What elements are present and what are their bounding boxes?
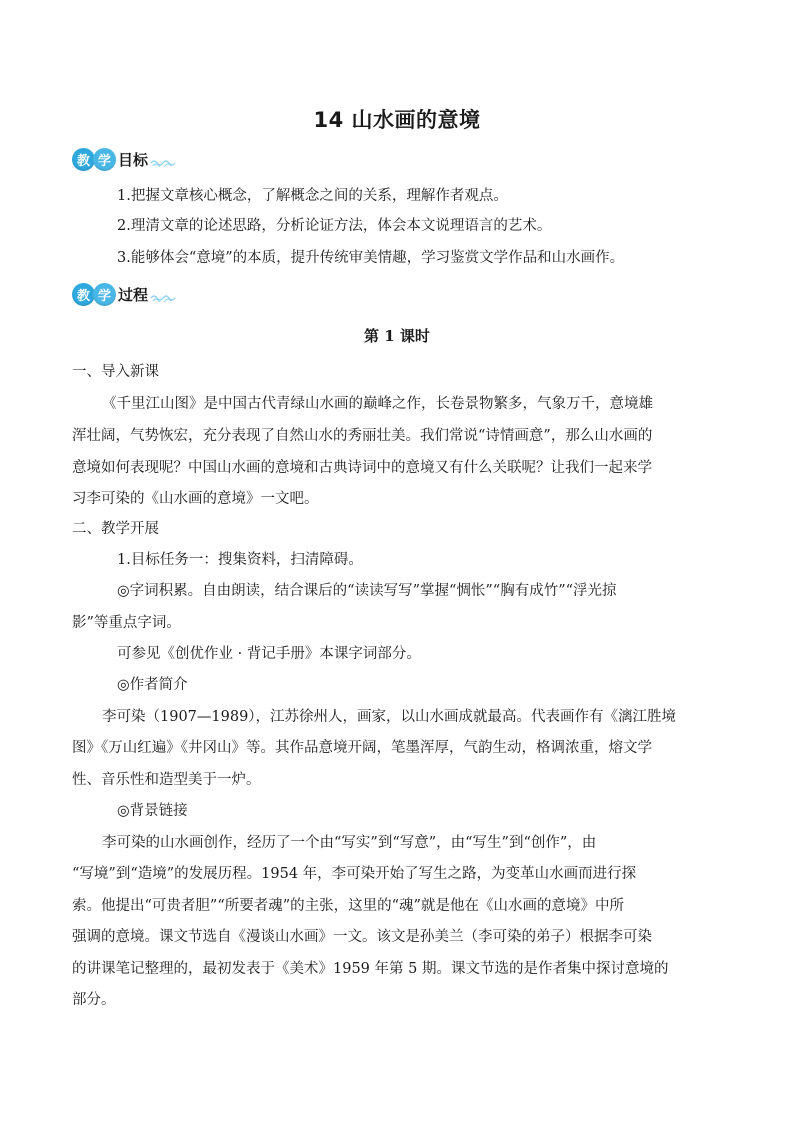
paragraph-line: 习李可染的《山水画的意境》一文吧。 (72, 491, 319, 507)
section-heading-process (72, 281, 176, 307)
wave-decoration-icon (150, 292, 176, 302)
badge-char-1: 教 (72, 283, 95, 306)
paragraph-line: 李可染的山水画创作，经历了一个由“写实”到“写意”，由“写生”到“创作”，由 (102, 835, 597, 851)
subheading-background: ◎背景链接 (117, 803, 188, 819)
lesson-heading: 第 1 课时 (364, 327, 430, 345)
heading-teaching: 二、教学开展 (72, 521, 159, 537)
paragraph-line: 强调的意境。课文节选自《漫谈山水画》一文。该文是孙美兰（李可染的弟子）根据李可染 (72, 929, 652, 945)
wave-decoration-icon (150, 157, 176, 167)
section-heading-goals (72, 146, 176, 172)
paragraph-line: 影”等重点字词。 (72, 615, 181, 631)
section-badge (72, 283, 114, 306)
paragraph-line: 索。他提出“可贵者胆”“所要者魂”的主张，这里的“魂”就是他在《山水画的意境》中所 (72, 898, 624, 914)
paragraph-line: 部分。 (72, 992, 116, 1008)
badge-char-2: 学 (93, 148, 116, 171)
paragraph-line: 浑壮阔，气势恢宏，充分表现了自然山水的秀丽壮美。我们常说“诗情画意”，那么山水画的 (72, 428, 653, 444)
subheading-author: ◎作者简介 (117, 677, 188, 693)
paragraph-line: 性、音乐性和造型美于一炉。 (72, 772, 261, 788)
paragraph-line: 的讲课笔记整理的，最初发表于《美术》1959 年第 5 期。课文节选的是作者集中探讨意境的 (72, 961, 669, 977)
section-badge (72, 148, 114, 171)
goal-item-3: 3.能够体会“意境”的本质，提升传统审美情趣，学习鉴赏文学作品和山水画作。 (117, 250, 625, 266)
badge-char-2: 学 (93, 283, 116, 306)
paragraph-line: ◎字词积累。自由朗读，结合课后的“读读写写”掌握“惆怅”“胸有成竹”“浮光掠 (117, 583, 617, 599)
paragraph-line: 可参见《创优作业 · 背记手册》本课字词部分。 (117, 646, 421, 662)
section-label-goals: 目标 (118, 150, 149, 169)
section-label-process: 过程 (118, 285, 149, 304)
badge-char-1: 教 (72, 148, 95, 171)
paragraph-line: 图》《万山红遍》《井冈山》等。其作品意境开阔，笔墨浑厚，气韵生动，格调浓重，熔文学 (72, 740, 652, 756)
page-title: 14 山水画的意境 (313, 108, 481, 132)
task-line: 1.目标任务一：搜集资料，扫清障碍。 (117, 552, 363, 568)
paragraph-line: 《千里江山图》是中国古代青绿山水画的巅峰之作，长卷景物繁多，气象万千，意境雄 (102, 396, 653, 412)
paragraph-line: 李可染（1907—1989），江苏徐州人，画家，以山水画成就最高。代表画作有《漓江胜境 (102, 709, 677, 725)
paragraph-line: 意境如何表现呢？中国山水画的意境和古典诗词中的意境又有什么关联呢？让我们一起来学 (72, 460, 652, 476)
goal-item-1: 1.把握文章核心概念，了解概念之间的关系，理解作者观点。 (117, 188, 508, 204)
goal-item-2: 2.理清文章的论述思路，分析论证方法，体会本文说理语言的艺术。 (117, 218, 552, 234)
heading-intro: 一、导入新课 (72, 364, 159, 380)
paragraph-line: “写境”到“造境”的发展历程。1954 年，李可染开始了写生之路，为变革山水画而进行探 (72, 866, 637, 882)
